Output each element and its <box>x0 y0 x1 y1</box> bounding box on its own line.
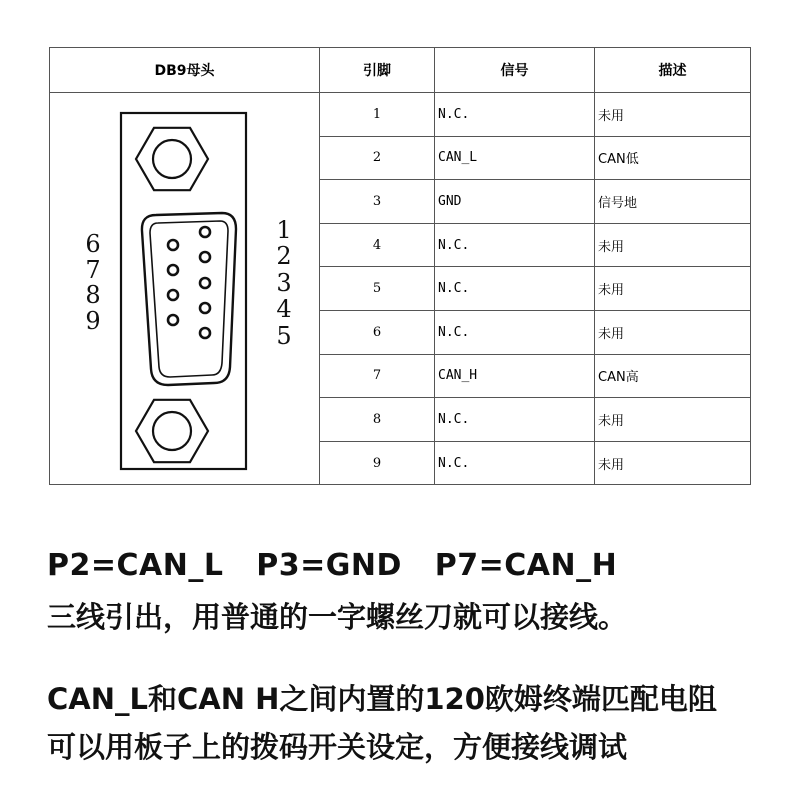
connector-label-2: 2 <box>276 242 292 271</box>
pin-signal: N.C. <box>435 223 595 267</box>
connector-label-8: 8 <box>85 281 101 310</box>
table-header-row <box>50 48 751 93</box>
termination-note-line-1: CAN_L和CAN H之间内置的120欧姆终端匹配电阻 <box>47 682 717 716</box>
connector-label-6: 6 <box>85 230 101 259</box>
connector-label-1: 1 <box>276 216 292 245</box>
connector-label-5: 5 <box>276 322 292 351</box>
header-description: 描述 <box>595 48 751 93</box>
pin-description: 未用 <box>595 267 751 311</box>
pin-description: CAN高 <box>595 354 751 398</box>
table-row <box>50 93 751 137</box>
pin-hole-1 <box>200 227 210 237</box>
pin-description: 未用 <box>595 398 751 442</box>
pin-signal: N.C. <box>435 93 595 137</box>
connector-label-4: 4 <box>276 295 292 324</box>
pin-number: 7 <box>320 354 435 398</box>
pin-number: 9 <box>320 441 435 485</box>
header-pin: 引脚 <box>320 48 435 93</box>
pin-hole-2 <box>200 252 210 262</box>
wiring-note: 三线引出，用普通的一字螺丝刀就可以接线。 <box>47 600 628 634</box>
pin-hole-9 <box>168 315 178 325</box>
header-connector: DB9母头 <box>50 48 320 93</box>
pin-hole-4 <box>200 303 210 313</box>
mounting-nut-top <box>136 128 208 190</box>
pin-number: 6 <box>320 310 435 354</box>
connector-label-7: 7 <box>85 256 101 285</box>
db9-connector-diagram <box>50 97 319 480</box>
pin-number: 2 <box>320 136 435 180</box>
pin-number: 4 <box>320 223 435 267</box>
header-signal: 信号 <box>435 48 595 93</box>
pin-holes <box>168 227 210 338</box>
pin-signal: N.C. <box>435 267 595 311</box>
pin-number: 5 <box>320 267 435 311</box>
pin-number: 8 <box>320 398 435 442</box>
pin-number: 3 <box>320 180 435 224</box>
pin-description: 信号地 <box>595 180 751 224</box>
pin-signal: GND <box>435 180 595 224</box>
pin-hole-7 <box>168 265 178 275</box>
db9-pinout-table <box>49 47 751 485</box>
pin-number: 1 <box>320 93 435 137</box>
pin-description: 未用 <box>595 93 751 137</box>
db9-connector-cell <box>50 93 320 485</box>
pin-description: 未用 <box>595 441 751 485</box>
pin-hole-6 <box>168 240 178 250</box>
pin-signal: CAN_L <box>435 136 595 180</box>
pin-hole-3 <box>200 278 210 288</box>
pin-signal: N.C. <box>435 441 595 485</box>
connector-label-9: 9 <box>85 307 101 336</box>
pin-signal: N.C. <box>435 398 595 442</box>
pin-assignment-summary: P2=CAN_L P3=GND P7=CAN_H <box>47 548 618 583</box>
pin-hole-8 <box>168 290 178 300</box>
pin-signal: CAN_H <box>435 354 595 398</box>
connector-label-3: 3 <box>276 269 292 298</box>
pin-hole-5 <box>200 328 210 338</box>
pin-signal: N.C. <box>435 310 595 354</box>
pin-description: CAN低 <box>595 136 751 180</box>
termination-note-line-2: 可以用板子上的拨码开关设定，方便接线调试 <box>47 730 628 764</box>
pin-description: 未用 <box>595 310 751 354</box>
pin-description: 未用 <box>595 223 751 267</box>
d-sub-shell-inner <box>150 221 228 377</box>
mounting-nut-bottom <box>136 400 208 462</box>
